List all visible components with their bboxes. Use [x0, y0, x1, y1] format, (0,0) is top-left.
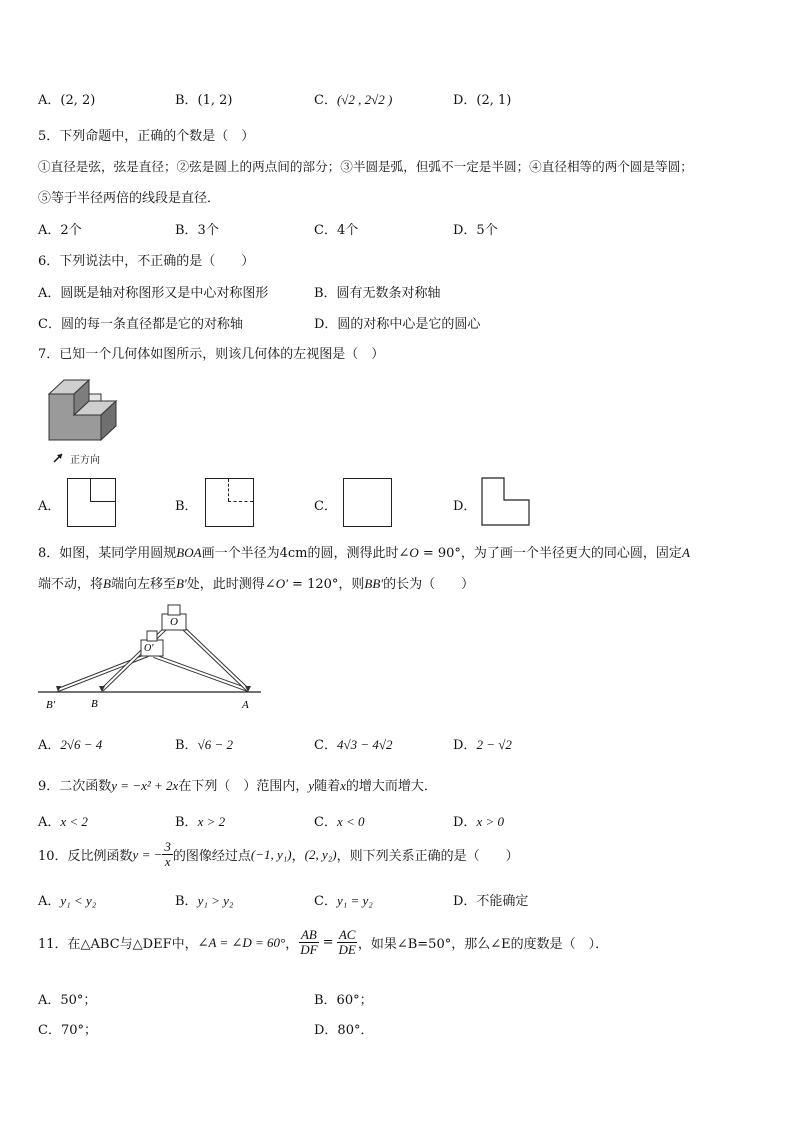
label-o-prime: O′	[144, 643, 154, 654]
q8-text-2a: 端不动，将	[38, 577, 104, 592]
q9-option-b: B．x > 2	[175, 814, 226, 830]
q6-option-d: D．圆的对称中心是它的圆心	[314, 317, 481, 332]
q7-option-d-figure	[481, 477, 531, 527]
q8-text-2g: = 120°，则	[287, 577, 365, 592]
q8-text-2c: 端向左移至	[110, 577, 176, 592]
q8-text-1d: O	[409, 545, 419, 560]
q8-option-d: D．2 − √2	[453, 737, 512, 753]
q7-stem: 7．已知一个几何体如图所示，则该几何体的左视图是（ ）	[38, 347, 385, 362]
q5-stem: 5．下列命题中，正确的个数是（ ）	[38, 129, 255, 144]
q8-text-2i: 的长为（ ）	[383, 577, 475, 592]
q8-text-1c: 画一个半径为4cm的圆，测得此时∠	[201, 546, 410, 561]
q10-option-b: B．y₁ > y₂	[175, 893, 234, 909]
q7-option-a-figure	[67, 478, 116, 527]
q8-text-2h: BB′	[364, 576, 384, 591]
q10-option-c: C．y₁ = y₂	[314, 893, 373, 909]
q10-fraction: $\frac{3}{x}$	[164, 839, 171, 870]
q11-option-d: D．80°．	[314, 1023, 374, 1038]
q10-option-a: A．y₁ < y₂	[38, 893, 97, 909]
label-a: A	[242, 699, 249, 711]
label-o: O	[170, 616, 178, 628]
q6-option-b: B．圆有无数条对称轴	[314, 286, 441, 301]
q8-option-a-math: 2√6 − 4	[60, 737, 103, 752]
q8-option-c: C．4√3 − 4√2	[314, 737, 393, 753]
q8-text-2d: B′	[175, 576, 187, 591]
q10-function: y = −	[132, 846, 163, 862]
q8-text-2f: O′	[275, 576, 288, 591]
q6-stem: 6．下列说法中，不正确的是（ ）	[38, 254, 255, 269]
q4-option-d: D．(2, 1)	[453, 93, 512, 108]
q10-stem: 10．反比例函数 y = − $\frac{3}{x}$ 的图像经过点 (−1, y₁) ， (2, y₂) ，则下列关系正确的是（ ）	[38, 839, 519, 870]
q8-option-b-math: √6 − 2	[197, 737, 233, 752]
q8-option-b: B．√6 − 2	[175, 737, 233, 753]
q4-option-a: A．(2, 2)	[38, 93, 96, 108]
q11-fraction-2: $\frac{AC}{DE}$	[338, 927, 356, 958]
q8-stem-line2	[38, 573, 474, 592]
q4-option-c-label: C．	[314, 93, 337, 108]
q11-option-b: B．60°；	[314, 993, 373, 1008]
q6-option-c: C．圆的每一条直径都是它的对称轴	[38, 317, 243, 332]
q6-option-a: A．圆既是轴对称图形又是中心对称图形	[38, 286, 269, 301]
q5-option-c: C．4个	[314, 223, 359, 238]
q5-option-d: D．5个	[453, 223, 498, 238]
q7-label-c: C．	[314, 499, 337, 514]
q7-option-b-figure	[205, 478, 254, 527]
q8-option-d-math: 2 − √2	[476, 737, 512, 752]
q7-label-a: A．	[38, 499, 61, 514]
q7-option-c-figure	[343, 478, 392, 527]
q11-option-a: A．50°；	[38, 993, 97, 1008]
q4-option-b: B．(1, 2)	[175, 93, 233, 108]
q5-line1: ①直径是弦，弦是直径；②弦是圆上的两点间的部分；③半圆是弧，但弧不一定是半圆；④直径相等的两个圆是等圆；	[38, 159, 693, 174]
q8-compass-figure	[36, 600, 268, 712]
q8-option-c-math: 4√3 − 4√2	[336, 737, 393, 752]
q8-text-2b: B	[103, 576, 111, 591]
q4-option-c	[314, 89, 392, 108]
q8-text-1e: = 90°，为了画一个半径更大的同心圆，固定	[418, 546, 682, 561]
q9-option-c: C．x < 0	[314, 814, 365, 830]
q11-fraction-1: $\frac{AB}{DF}$	[300, 927, 318, 958]
q7-caption: 正方向	[70, 455, 100, 466]
label-b-prime: B′	[46, 699, 56, 711]
q8-text-2e: 处，此时测得∠	[186, 577, 276, 592]
q9-function: y = −x² + 2x	[111, 778, 179, 793]
q7-label-b: B．	[175, 499, 198, 514]
q5-option-a: A．2个	[38, 223, 82, 238]
q8-text-1a: 8．如图，某同学用圆规	[38, 546, 177, 561]
q8-text-1b: BOA	[176, 545, 202, 560]
q7-label-d: D．	[453, 499, 477, 514]
q9-option-d: D．x > 0	[453, 814, 504, 830]
label-b: B	[91, 698, 98, 710]
q5-line2: ⑤等于半径两倍的线段是直径．	[38, 191, 221, 206]
q5-option-b: B．3个	[175, 223, 219, 238]
q9-option-a: A．x < 2	[38, 814, 88, 830]
q8-option-a: A．2√6 − 4	[38, 737, 103, 753]
q8-stem-line1	[38, 542, 690, 561]
q11-angles: ∠A = ∠D = 60°	[197, 934, 286, 950]
q10-option-d: D．不能确定	[453, 894, 529, 909]
q9-stem: 9．二次函数y = −x² + 2x在下列（ ）范围内，y随着x的增大而增大．	[38, 778, 437, 794]
q11-option-c: C．70°；	[38, 1023, 97, 1038]
q8-text-1f: A	[681, 545, 690, 560]
q4-option-c-math: (√2 , 2√2 )	[336, 92, 393, 107]
q11-stem: 11．在△ABC与△DEF中， ∠A = ∠D = 60° ， $\frac{AB}{DF}$ = $\frac{AC}{DE}$ ，如果∠B=50°，那么∠E的度数是（ ）．	[38, 927, 609, 958]
